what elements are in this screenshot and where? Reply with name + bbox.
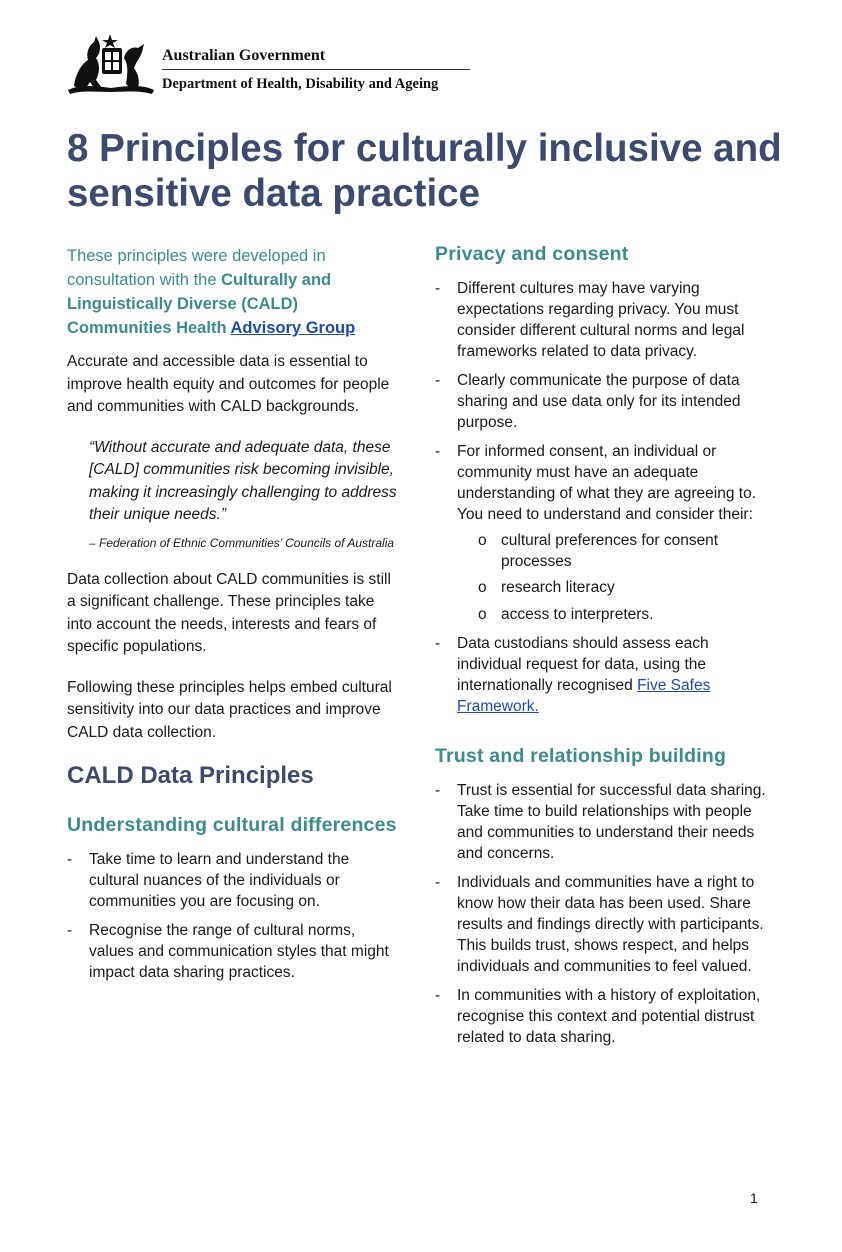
trust-and-relationship-heading: Trust and relationship building [435, 745, 727, 767]
list-item-text: Different cultures may have varying expectations regarding privacy. You must consider different cultural norms and legal frameworks related to data privacy. [457, 280, 745, 360]
understanding-list [67, 849, 402, 983]
paragraph-data-collection: Data collection about CALD communities is still a significant challenge. These principles take into account the needs, interests and fears of specific populations. [67, 570, 391, 655]
left-column [67, 244, 402, 991]
coat-of-arms-icon [66, 28, 156, 96]
dash-bullet: - [435, 782, 441, 799]
list-item [67, 920, 402, 983]
advisory-group-link[interactable]: Advisory Group [230, 319, 356, 337]
list-item [435, 780, 770, 864]
list-item-text: In communities with a history of exploitation, recognise this context and potential distrust related to data sharing. [457, 987, 761, 1046]
trust-list [435, 780, 770, 1048]
dash-bullet: - [435, 372, 441, 389]
circle-bullet: o [478, 532, 487, 549]
header-government-name: Australian Government [162, 47, 326, 64]
list-item-text: For informed consent, an individual or community must have an adequate understanding of what they are agreeing to. You need to understand and consider their: [457, 443, 757, 523]
sub-list-item [457, 605, 770, 626]
list-item [435, 370, 770, 433]
intro-statement [67, 244, 402, 340]
dash-bullet: - [435, 987, 441, 1004]
header-divider [162, 69, 470, 70]
quote-block [89, 437, 402, 551]
list-item-text: Clearly communicate the purpose of data sharing and use data only for its intended purpose. [457, 372, 741, 431]
dash-bullet: - [435, 443, 441, 460]
consent-sublist [457, 531, 770, 625]
header-department-name: Department of Health, Disability and Ageing [162, 76, 439, 92]
paragraph-accurate-data: Accurate and accessible data is essential to improve health equity and outcomes for people and communities with CALD backgrounds. [67, 353, 390, 415]
page-number: 1 [750, 1190, 758, 1206]
dash-bullet: - [67, 851, 73, 868]
list-item-text: Individuals and communities have a right to know how their data has been used. Share results and findings directly with participants. This builds trust, shows respect, and helps individuals and communities to feel valued. [457, 874, 764, 975]
dash-bullet: - [435, 874, 441, 891]
list-item [67, 849, 402, 912]
list-item [435, 872, 770, 977]
list-item [435, 985, 770, 1048]
paragraph-following-principles: Following these principles helps embed cultural sensitivity into our data practices and improve CALD data collection. [67, 678, 392, 741]
right-column [435, 243, 770, 1056]
list-item [435, 441, 770, 625]
list-item [435, 278, 770, 362]
cald-data-principles-heading: CALD Data Principles [67, 762, 314, 789]
list-item [435, 633, 770, 717]
list-item-text: Trust is essential for successful data sharing. Take time to build relationships with people and communities to understand their needs and concerns. [457, 782, 766, 862]
circle-bullet: o [478, 579, 487, 596]
government-header [162, 46, 470, 93]
quote-source: – Federation of Ethnic Communities’ Councils of Australia [89, 535, 395, 550]
privacy-list [435, 278, 770, 717]
sub-list-item [457, 578, 770, 599]
quote-text: “Without accurate and adequate data, these [CALD] communities risk becoming invisible, making it increasingly challenging to address their unique needs.” [89, 438, 397, 523]
five-safes-framework-link[interactable]: Five Safes Framework. [457, 677, 711, 715]
list-item-text: Data custodians should assess each individual request for data, using the internationally recognised [457, 635, 709, 694]
list-item-text: Take time to learn and understand the cultural nuances of the individuals or communities you are focusing on. [89, 851, 350, 910]
sub-list-item [457, 531, 770, 572]
circle-bullet: o [478, 605, 487, 623]
intro-text: These principles were developed in consultation with the [67, 247, 326, 289]
privacy-and-consent-heading: Privacy and consent [435, 243, 629, 265]
dash-bullet: - [435, 280, 441, 297]
dash-bullet: - [435, 635, 441, 652]
dash-bullet: - [67, 922, 73, 939]
sub-list-item-text: cultural preferences for consent processes [501, 532, 719, 570]
intro-group-name: Culturally and Linguistically Diverse (CALD) Communities Health [67, 271, 332, 337]
page-title: 8 Principles for culturally inclusive and sensitive data practice [67, 127, 782, 215]
sub-list-item-text: access to interpreters. [501, 605, 654, 623]
list-item-text: Recognise the range of cultural norms, values and communication styles that might impact data sharing practices. [89, 922, 389, 981]
sub-list-item-text: research literacy [501, 579, 615, 596]
understanding-cultural-differences-heading: Understanding cultural differences [67, 814, 397, 836]
